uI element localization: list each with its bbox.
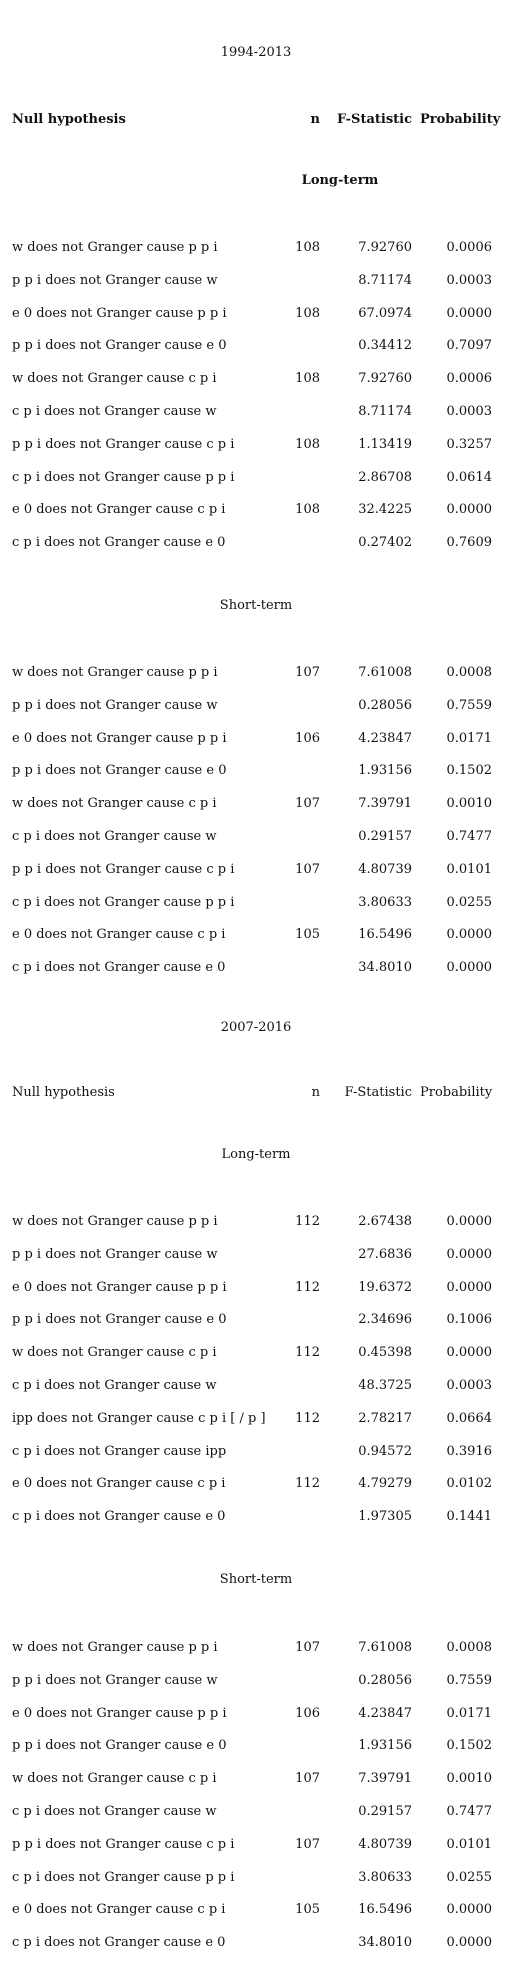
table-row	[0, 1343, 512, 1363]
null-hypothesis-cell: p p i does not Granger cause w	[12, 1246, 218, 1262]
n-cell: 108	[295, 240, 320, 255]
probability-cell: 0.3916	[446, 1443, 492, 1459]
f-statistic-cell: 4.23847	[358, 1705, 412, 1721]
null-hypothesis-cell: w does not Granger cause c p i	[12, 1771, 217, 1787]
n-cell: 105	[295, 1902, 320, 1918]
n-cell: 112	[295, 1476, 320, 1492]
probability-cell: 0.0010	[446, 796, 492, 812]
table-row	[0, 1704, 512, 1724]
table-row	[0, 402, 512, 422]
null-hypothesis-cell: c p i does not Granger cause w	[12, 1378, 217, 1393]
table-row	[0, 1409, 512, 1429]
null-hypothesis-cell: p p i does not Granger cause w	[12, 1672, 218, 1688]
table-row	[0, 696, 512, 716]
null-hypothesis-cell: p p i does not Granger cause e 0	[12, 338, 227, 354]
section-label-short-term: Short-term	[219, 598, 293, 613]
table-row	[0, 1278, 512, 1298]
table-row	[0, 1507, 512, 1527]
table-row	[0, 369, 512, 389]
section-label-long-term: Long-term	[301, 173, 379, 188]
null-hypothesis-cell: w does not Granger cause c p i	[12, 371, 217, 387]
f-statistic-cell: 0.28056	[358, 1672, 412, 1688]
probability-cell: 0.0255	[446, 894, 492, 910]
probability-cell: 0.0000	[446, 927, 492, 943]
header-f-statistic: F-Statistic	[337, 112, 412, 127]
n-cell: 105	[295, 927, 320, 943]
null-hypothesis-cell: w does not Granger cause p p i	[12, 1640, 218, 1655]
f-statistic-cell: 19.6372	[358, 1279, 412, 1295]
table-row	[0, 958, 512, 978]
table-row	[0, 794, 512, 814]
n-cell: 112	[295, 1410, 320, 1426]
null-hypothesis-cell: e 0 does not Granger cause p p i	[12, 1705, 227, 1721]
probability-cell: 0.0008	[446, 665, 492, 680]
f-statistic-cell: 32.4225	[358, 502, 412, 518]
f-statistic-cell: 4.80739	[358, 1836, 412, 1852]
n-cell: 107	[295, 665, 320, 680]
f-statistic-cell: 7.61008	[358, 665, 412, 680]
null-hypothesis-cell: e 0 does not Granger cause c p i	[12, 1902, 226, 1918]
null-hypothesis-cell: w does not Granger cause p p i	[12, 1214, 218, 1229]
table-row	[0, 336, 512, 356]
probability-cell: 0.7609	[446, 535, 492, 551]
header-null-hypothesis: Null hypothesis	[12, 112, 126, 127]
probability-cell: 0.0003	[446, 1378, 492, 1393]
table-row	[0, 1638, 512, 1658]
n-cell: 107	[295, 1836, 320, 1852]
table-row	[0, 827, 512, 847]
f-statistic-cell: 0.27402	[358, 535, 412, 551]
null-hypothesis-cell: e 0 does not Granger cause c p i	[12, 927, 226, 943]
f-statistic-cell: 4.79279	[358, 1476, 412, 1492]
section-label-long-term: Long-term	[221, 1147, 291, 1162]
probability-cell: 0.0000	[446, 1935, 492, 1951]
f-statistic-cell: 48.3725	[358, 1378, 412, 1393]
null-hypothesis-cell: e 0 does not Granger cause c p i	[12, 1476, 226, 1492]
null-hypothesis-cell: e 0 does not Granger cause p p i	[12, 1279, 227, 1295]
null-hypothesis-cell: p p i does not Granger cause w	[12, 272, 218, 288]
null-hypothesis-cell: c p i does not Granger cause w	[12, 1804, 217, 1819]
f-statistic-cell: 3.80633	[358, 894, 412, 910]
table-row	[0, 1900, 512, 1920]
probability-cell: 0.1502	[446, 763, 492, 779]
null-hypothesis-cell: w does not Granger cause c p i	[12, 796, 217, 812]
null-hypothesis-cell: ipp does not Granger cause c p i [ / p ]	[12, 1410, 266, 1426]
null-hypothesis-cell: e 0 does not Granger cause p p i	[12, 730, 227, 746]
f-statistic-cell: 2.78217	[358, 1410, 412, 1426]
f-statistic-cell: 3.80633	[358, 1869, 412, 1885]
null-hypothesis-cell: w does not Granger cause p p i	[12, 665, 218, 680]
table-header-row	[0, 1083, 512, 1103]
f-statistic-cell: 16.5496	[358, 927, 412, 943]
probability-cell: 0.7477	[446, 829, 492, 844]
header-n: n	[311, 1085, 320, 1100]
table-row	[0, 1835, 512, 1855]
table-row	[0, 1868, 512, 1888]
n-cell: 107	[295, 796, 320, 812]
n-cell: 112	[295, 1279, 320, 1295]
table-row	[0, 468, 512, 488]
null-hypothesis-cell: p p i does not Granger cause c p i	[12, 861, 235, 877]
f-statistic-cell: 2.34696	[358, 1312, 412, 1328]
n-cell: 106	[295, 1705, 320, 1721]
f-statistic-cell: 7.61008	[358, 1640, 412, 1655]
f-statistic-cell: 27.6836	[358, 1246, 412, 1262]
null-hypothesis-cell: p p i does not Granger cause e 0	[12, 1738, 227, 1754]
f-statistic-cell: 2.86708	[358, 469, 412, 485]
f-statistic-cell: 1.93156	[358, 763, 412, 779]
f-statistic-cell: 34.8010	[358, 960, 412, 976]
header-f-statistic: F-Statistic	[344, 1085, 412, 1100]
probability-cell: 0.0102	[446, 1476, 492, 1492]
probability-cell: 0.0000	[446, 305, 492, 321]
probability-cell: 0.0003	[446, 404, 492, 419]
table-row	[0, 1933, 512, 1953]
f-statistic-cell: 7.92760	[358, 371, 412, 387]
null-hypothesis-cell: w does not Granger cause p p i	[12, 240, 218, 255]
probability-cell: 0.0255	[446, 1869, 492, 1885]
null-hypothesis-cell: e 0 does not Granger cause c p i	[12, 502, 226, 518]
table-row	[0, 1212, 512, 1232]
null-hypothesis-cell: c p i does not Granger cause w	[12, 404, 217, 419]
f-statistic-cell: 4.80739	[358, 861, 412, 877]
table-row	[0, 435, 512, 455]
table-row	[0, 1442, 512, 1462]
null-hypothesis-cell: c p i does not Granger cause e 0	[12, 1935, 226, 1951]
n-cell: 107	[295, 861, 320, 877]
n-cell: 112	[295, 1345, 320, 1361]
table-row	[0, 1736, 512, 1756]
table-row	[0, 925, 512, 945]
n-cell: 108	[295, 502, 320, 518]
f-statistic-cell: 0.28056	[358, 697, 412, 713]
table-row	[0, 1310, 512, 1330]
f-statistic-cell: 1.13419	[358, 436, 412, 452]
probability-cell: 0.0000	[446, 1345, 492, 1361]
period-title: 1994-2013	[220, 45, 292, 60]
f-statistic-cell: 7.39791	[358, 796, 412, 812]
f-statistic-cell: 0.29157	[358, 1804, 412, 1819]
probability-cell: 0.0000	[446, 1246, 492, 1262]
f-statistic-cell: 4.23847	[358, 730, 412, 746]
probability-cell: 0.0664	[446, 1410, 492, 1426]
null-hypothesis-cell: p p i does not Granger cause c p i	[12, 436, 235, 452]
null-hypothesis-cell: p p i does not Granger cause e 0	[12, 1312, 227, 1328]
n-cell: 108	[295, 305, 320, 321]
n-cell: 112	[295, 1214, 320, 1229]
header-n: n	[310, 112, 320, 127]
null-hypothesis-cell: c p i does not Granger cause p p i	[12, 1869, 235, 1885]
f-statistic-cell: 2.67438	[358, 1214, 412, 1229]
probability-cell: 0.7559	[446, 697, 492, 713]
probability-cell: 0.0101	[446, 861, 492, 877]
null-hypothesis-cell: p p i does not Granger cause c p i	[12, 1836, 235, 1852]
probability-cell: 0.0010	[446, 1771, 492, 1787]
table-row	[0, 1474, 512, 1494]
f-statistic-cell: 34.8010	[358, 1935, 412, 1951]
f-statistic-cell: 7.92760	[358, 240, 412, 255]
null-hypothesis-cell: w does not Granger cause c p i	[12, 1345, 217, 1361]
n-cell: 108	[295, 436, 320, 452]
probability-cell: 0.0000	[446, 960, 492, 976]
f-statistic-cell: 0.45398	[358, 1345, 412, 1361]
null-hypothesis-cell: c p i does not Granger cause p p i	[12, 469, 235, 485]
probability-cell: 0.0000	[446, 502, 492, 518]
n-cell: 108	[295, 371, 320, 387]
probability-cell: 0.1006	[446, 1312, 492, 1328]
section-label-short-term: Short-term	[219, 1572, 293, 1587]
probability-cell: 0.7477	[446, 1804, 492, 1819]
period-title: 2007-2016	[220, 1020, 292, 1035]
f-statistic-cell: 7.39791	[358, 1771, 412, 1787]
f-statistic-cell: 1.93156	[358, 1738, 412, 1754]
table-row	[0, 1671, 512, 1691]
null-hypothesis-cell: c p i does not Granger cause e 0	[12, 1509, 226, 1525]
probability-cell: 0.3257	[446, 436, 492, 452]
probability-cell: 0.1441	[446, 1509, 492, 1525]
header-null-hypothesis: Null hypothesis	[12, 1085, 115, 1100]
probability-cell: 0.0000	[446, 1214, 492, 1229]
probability-cell: 0.0614	[446, 469, 492, 485]
null-hypothesis-cell: p p i does not Granger cause e 0	[12, 763, 227, 779]
table-row	[0, 1376, 512, 1396]
f-statistic-cell: 16.5496	[358, 1902, 412, 1918]
null-hypothesis-cell: c p i does not Granger cause e 0	[12, 960, 226, 976]
null-hypothesis-cell: c p i does not Granger cause p p i	[12, 894, 235, 910]
null-hypothesis-cell: c p i does not Granger cause w	[12, 829, 217, 844]
table-row	[0, 238, 512, 258]
table-header-row	[0, 110, 512, 130]
probability-cell: 0.7097	[446, 338, 492, 354]
f-statistic-cell: 8.71174	[358, 272, 412, 288]
f-statistic-cell: 8.71174	[358, 404, 412, 419]
probability-cell: 0.7559	[446, 1672, 492, 1688]
table-row	[0, 271, 512, 291]
null-hypothesis-cell: c p i does not Granger cause ipp	[12, 1443, 227, 1459]
table-row	[0, 1769, 512, 1789]
null-hypothesis-cell: e 0 does not Granger cause p p i	[12, 305, 227, 321]
n-cell: 107	[295, 1771, 320, 1787]
table-row	[0, 304, 512, 324]
table-row	[0, 761, 512, 781]
f-statistic-cell: 0.94572	[358, 1443, 412, 1459]
table-row	[0, 893, 512, 913]
probability-cell: 0.0171	[446, 1705, 492, 1721]
table-row	[0, 1245, 512, 1265]
header-probability: Probability	[420, 112, 501, 127]
probability-cell: 0.0008	[446, 1640, 492, 1655]
probability-cell: 0.1502	[446, 1738, 492, 1754]
probability-cell: 0.0101	[446, 1836, 492, 1852]
f-statistic-cell: 67.0974	[358, 305, 412, 321]
f-statistic-cell: 0.29157	[358, 829, 412, 844]
f-statistic-cell: 0.34412	[358, 338, 412, 354]
probability-cell: 0.0006	[446, 371, 492, 387]
table-row	[0, 1802, 512, 1822]
header-probability: Probability	[420, 1085, 493, 1100]
null-hypothesis-cell: p p i does not Granger cause w	[12, 697, 218, 713]
table-row	[0, 533, 512, 553]
n-cell: 107	[295, 1640, 320, 1655]
table-row	[0, 729, 512, 749]
table-row	[0, 860, 512, 880]
probability-cell: 0.0171	[446, 730, 492, 746]
n-cell: 106	[295, 730, 320, 746]
table-row	[0, 500, 512, 520]
probability-cell: 0.0006	[446, 240, 492, 255]
table-row	[0, 663, 512, 683]
probability-cell: 0.0003	[446, 272, 492, 288]
probability-cell: 0.0000	[446, 1279, 492, 1295]
f-statistic-cell: 1.97305	[358, 1509, 412, 1525]
probability-cell: 0.0000	[446, 1902, 492, 1918]
null-hypothesis-cell: c p i does not Granger cause e 0	[12, 535, 226, 551]
